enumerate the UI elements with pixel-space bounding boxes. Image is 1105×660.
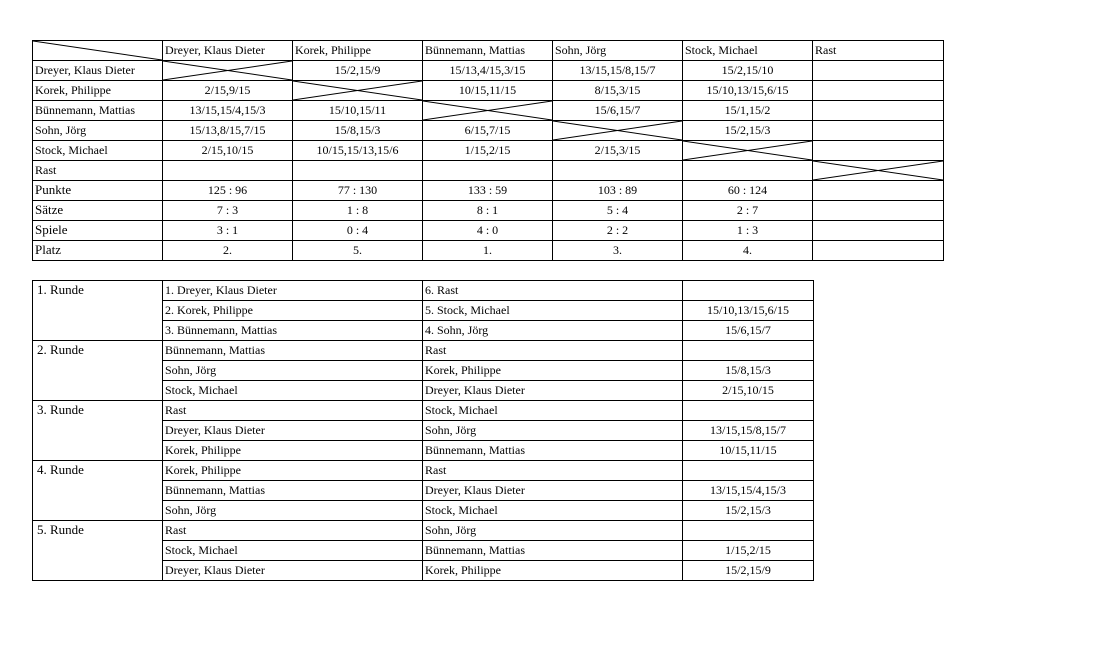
schedule-row xyxy=(33,281,814,301)
score-cell xyxy=(423,161,553,181)
away-player: Sohn, Jörg xyxy=(423,521,683,541)
schedule-row xyxy=(33,341,814,361)
home-player: Korek, Philippe xyxy=(163,461,423,481)
match-result xyxy=(683,401,814,421)
summary-row xyxy=(33,241,944,261)
away-player: 5. Stock, Michael xyxy=(423,301,683,321)
score-cell: 2/15,9/15 xyxy=(163,81,293,101)
row-header: Stock, Michael xyxy=(33,141,163,161)
summary-value: 4 : 0 xyxy=(423,221,553,241)
summary-value: 1. xyxy=(423,241,553,261)
summary-value: 5. xyxy=(293,241,423,261)
summary-value xyxy=(813,181,944,201)
summary-value xyxy=(813,221,944,241)
cross-out-mark xyxy=(423,101,552,120)
match-result: 15/2,15/3 xyxy=(683,501,814,521)
self-match-cell xyxy=(683,141,813,161)
score-cell xyxy=(813,141,944,161)
summary-value: 125 : 96 xyxy=(163,181,293,201)
away-player: 4. Sohn, Jörg xyxy=(423,321,683,341)
score-cell xyxy=(293,161,423,181)
score-cell: 13/15,15/8,15/7 xyxy=(553,61,683,81)
score-cell: 2/15,3/15 xyxy=(553,141,683,161)
cross-out-mark xyxy=(553,121,682,140)
match-result: 13/15,15/8,15/7 xyxy=(683,421,814,441)
column-header: Sohn, Jörg xyxy=(553,41,683,61)
home-player: 2. Korek, Philippe xyxy=(163,301,423,321)
home-player: 1. Dreyer, Klaus Dieter xyxy=(163,281,423,301)
away-player: Bünnemann, Mattias xyxy=(423,441,683,461)
column-header: Rast xyxy=(813,41,944,61)
score-cell: 2/15,10/15 xyxy=(163,141,293,161)
row-header: Dreyer, Klaus Dieter xyxy=(33,61,163,81)
away-player: Dreyer, Klaus Dieter xyxy=(423,481,683,501)
match-result xyxy=(683,281,814,301)
score-cell xyxy=(163,161,293,181)
summary-value: 2 : 7 xyxy=(683,201,813,221)
round-label: 2. Runde xyxy=(33,341,163,401)
summary-label: Punkte xyxy=(33,181,163,201)
self-match-cell xyxy=(423,101,553,121)
row-header: Sohn, Jörg xyxy=(33,121,163,141)
match-result xyxy=(683,341,814,361)
home-player: 3. Bünnemann, Mattias xyxy=(163,321,423,341)
round-label: 4. Runde xyxy=(33,461,163,521)
match-result: 15/10,13/15,6/15 xyxy=(683,301,814,321)
score-cell: 15/10,15/11 xyxy=(293,101,423,121)
column-header: Dreyer, Klaus Dieter xyxy=(163,41,293,61)
home-player: Sohn, Jörg xyxy=(163,361,423,381)
summary-label: Sätze xyxy=(33,201,163,221)
home-player: Sohn, Jörg xyxy=(163,501,423,521)
score-cell: 6/15,7/15 xyxy=(423,121,553,141)
score-cell: 15/2,15/3 xyxy=(683,121,813,141)
home-player: Bünnemann, Mattias xyxy=(163,341,423,361)
summary-value: 5 : 4 xyxy=(553,201,683,221)
summary-value: 4. xyxy=(683,241,813,261)
away-player: Rast xyxy=(423,461,683,481)
self-match-cell xyxy=(813,161,944,181)
summary-row xyxy=(33,201,944,221)
summary-value: 1 : 3 xyxy=(683,221,813,241)
score-cell: 15/2,15/9 xyxy=(293,61,423,81)
score-cell: 15/10,13/15,6/15 xyxy=(683,81,813,101)
summary-row xyxy=(33,181,944,201)
matrix-row xyxy=(33,121,944,141)
home-player: Stock, Michael xyxy=(163,381,423,401)
match-schedule xyxy=(32,280,814,581)
match-result: 10/15,11/15 xyxy=(683,441,814,461)
matrix-row xyxy=(33,101,944,121)
score-cell: 15/8,15/3 xyxy=(293,121,423,141)
score-cell xyxy=(813,101,944,121)
results-matrix xyxy=(32,40,944,261)
away-player: Stock, Michael xyxy=(423,401,683,421)
cross-out-mark xyxy=(163,61,292,80)
schedule-row xyxy=(33,461,814,481)
summary-value: 3 : 1 xyxy=(163,221,293,241)
score-cell: 15/13,8/15,7/15 xyxy=(163,121,293,141)
matrix-row xyxy=(33,141,944,161)
matrix-row xyxy=(33,81,944,101)
row-header: Korek, Philippe xyxy=(33,81,163,101)
row-header: Bünnemann, Mattias xyxy=(33,101,163,121)
matrix-header-row xyxy=(33,41,944,61)
round-label: 5. Runde xyxy=(33,521,163,581)
summary-value: 3. xyxy=(553,241,683,261)
score-cell: 8/15,3/15 xyxy=(553,81,683,101)
summary-value: 0 : 4 xyxy=(293,221,423,241)
away-player: Korek, Philippe xyxy=(423,361,683,381)
schedule-row xyxy=(33,401,814,421)
score-cell: 10/15,15/13,15/6 xyxy=(293,141,423,161)
score-cell: 13/15,15/4,15/3 xyxy=(163,101,293,121)
cross-out-mark xyxy=(293,81,422,100)
summary-value: 8 : 1 xyxy=(423,201,553,221)
score-cell: 15/1,15/2 xyxy=(683,101,813,121)
cross-out-mark xyxy=(813,161,943,180)
score-cell: 1/15,2/15 xyxy=(423,141,553,161)
column-header: Korek, Philippe xyxy=(293,41,423,61)
corner-diagonal-line xyxy=(33,41,162,60)
score-cell xyxy=(553,161,683,181)
summary-label: Spiele xyxy=(33,221,163,241)
score-cell: 15/6,15/7 xyxy=(553,101,683,121)
schedule-row xyxy=(33,521,814,541)
self-match-cell xyxy=(553,121,683,141)
cross-out-mark xyxy=(683,141,812,160)
column-header: Bünnemann, Mattias xyxy=(423,41,553,61)
matrix-corner-cell xyxy=(33,41,163,61)
match-result: 2/15,10/15 xyxy=(683,381,814,401)
match-result: 15/8,15/3 xyxy=(683,361,814,381)
matrix-row xyxy=(33,61,944,81)
score-cell xyxy=(683,161,813,181)
home-player: Bünnemann, Mattias xyxy=(163,481,423,501)
score-cell: 10/15,11/15 xyxy=(423,81,553,101)
home-player: Dreyer, Klaus Dieter xyxy=(163,561,423,581)
home-player: Rast xyxy=(163,401,423,421)
score-cell xyxy=(813,61,944,81)
summary-label: Platz xyxy=(33,241,163,261)
home-player: Stock, Michael xyxy=(163,541,423,561)
score-cell xyxy=(813,121,944,141)
summary-value: 60 : 124 xyxy=(683,181,813,201)
summary-value: 133 : 59 xyxy=(423,181,553,201)
match-result: 13/15,15/4,15/3 xyxy=(683,481,814,501)
home-player: Rast xyxy=(163,521,423,541)
summary-value xyxy=(813,201,944,221)
away-player: Korek, Philippe xyxy=(423,561,683,581)
summary-row xyxy=(33,221,944,241)
away-player: Bünnemann, Mattias xyxy=(423,541,683,561)
row-header: Rast xyxy=(33,161,163,181)
column-header: Stock, Michael xyxy=(683,41,813,61)
away-player: Rast xyxy=(423,341,683,361)
summary-value: 2 : 2 xyxy=(553,221,683,241)
home-player: Korek, Philippe xyxy=(163,441,423,461)
summary-value: 77 : 130 xyxy=(293,181,423,201)
score-cell: 15/2,15/10 xyxy=(683,61,813,81)
round-label: 3. Runde xyxy=(33,401,163,461)
away-player: Dreyer, Klaus Dieter xyxy=(423,381,683,401)
match-result xyxy=(683,461,814,481)
summary-value xyxy=(813,241,944,261)
summary-value: 103 : 89 xyxy=(553,181,683,201)
away-player: 6. Rast xyxy=(423,281,683,301)
home-player: Dreyer, Klaus Dieter xyxy=(163,421,423,441)
away-player: Stock, Michael xyxy=(423,501,683,521)
score-cell: 15/13,4/15,3/15 xyxy=(423,61,553,81)
summary-value: 1 : 8 xyxy=(293,201,423,221)
match-result: 1/15,2/15 xyxy=(683,541,814,561)
round-label: 1. Runde xyxy=(33,281,163,341)
match-result: 15/6,15/7 xyxy=(683,321,814,341)
self-match-cell xyxy=(163,61,293,81)
match-result xyxy=(683,521,814,541)
summary-value: 7 : 3 xyxy=(163,201,293,221)
self-match-cell xyxy=(293,81,423,101)
match-result: 15/2,15/9 xyxy=(683,561,814,581)
summary-value: 2. xyxy=(163,241,293,261)
away-player: Sohn, Jörg xyxy=(423,421,683,441)
matrix-row xyxy=(33,161,944,181)
score-cell xyxy=(813,81,944,101)
